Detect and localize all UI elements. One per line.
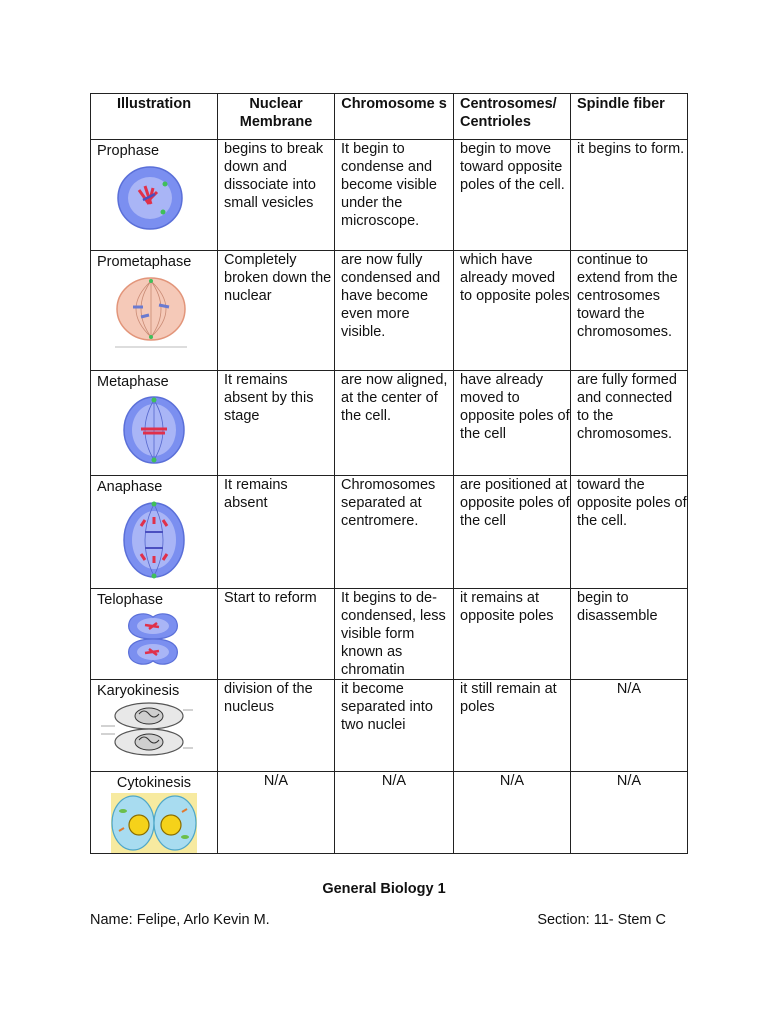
course-title: General Biology 1 [322,881,446,897]
chromosomes-cell: It begin to condense and become visible under the microscope. [335,140,454,251]
phase-label: Anaphase [97,479,163,495]
phase-label: Prometaphase [97,254,192,270]
illustration-cell [91,589,218,680]
prophase-cell-icon [115,164,185,232]
spindle-fiber-cell: it begins to form. [571,140,688,251]
phase-label: Telophase [97,592,164,608]
karyokinesis-cell-icon [99,700,195,758]
phase-label: Prophase [97,143,160,159]
prometaphase-cell-icon [111,275,191,351]
cytokinesis-cell-icon [111,793,197,853]
illustration-cell [91,140,218,251]
centrosomes-cell: which have already moved to opposite poles [454,251,571,371]
chromosomes-cell: Chromosomes separated at centromere. [335,476,454,589]
illustration-cell [91,772,218,854]
nuclear-membrane-cell: division of the nucleus [218,680,335,772]
header-row [91,94,688,140]
illustration-cell [91,371,218,476]
telophase-cell-icon [123,611,183,667]
spindle-fiber-cell: are fully formed and connected to the chromosomes. [571,371,688,476]
chromosomes-cell: are now fully condensed and have become even more visible. [335,251,454,371]
header-spindle-fiber: Spindle fiber [571,94,688,140]
centrosomes-cell: N/A [454,772,571,854]
header-illustration: Illustration [91,94,218,140]
student-name: Name: Felipe, Arlo Kevin M. [90,912,270,928]
metaphase-cell-icon [121,395,187,465]
chromosomes-cell: N/A [335,772,454,854]
phase-label: Karyokinesis [97,683,180,699]
nuclear-membrane-cell: It remains absent by this stage [218,371,335,476]
centrosomes-cell: are positioned at opposite poles of the cell [454,476,571,589]
header-nuclear-membrane: Nuclear Membrane [218,94,335,140]
table-row [91,476,688,589]
spindle-fiber-cell: N/A [571,772,688,854]
header-centrosomes: Centrosomes/ Centrioles [454,94,571,140]
mitosis-table [90,93,688,854]
centrosomes-cell: begin to move toward opposite poles of the cell. [454,140,571,251]
nuclear-membrane-cell: N/A [218,772,335,854]
nuclear-membrane-cell: Completely broken down the nuclear [218,251,335,371]
illustration-cell [91,251,218,371]
table-row [91,251,688,371]
phase-label: Metaphase [97,374,169,390]
chromosomes-cell: are now aligned, at the center of the cell. [335,371,454,476]
table-row [91,772,688,854]
centrosomes-cell: have already moved to opposite poles of the cell [454,371,571,476]
spindle-fiber-cell: begin to disassemble [571,589,688,680]
chromosomes-cell: it become separated into two nuclei [335,680,454,772]
header-chromosomes: Chromosome s [335,94,454,140]
nuclear-membrane-cell: begins to break down and dissociate into small vesicles [218,140,335,251]
chromosomes-cell: It begins to de-condensed, less visible form known as chromatin [335,589,454,680]
centrosomes-cell: it still remain at poles [454,680,571,772]
spindle-fiber-cell: continue to extend from the centrosomes toward the chromosomes. [571,251,688,371]
spindle-fiber-cell: N/A [571,680,688,772]
nuclear-membrane-cell: Start to reform [218,589,335,680]
table-row [91,680,688,772]
phase-label: Cytokinesis [116,775,192,791]
table-row [91,140,688,251]
illustration-cell [91,680,218,772]
nuclear-membrane-cell: It remains absent [218,476,335,589]
centrosomes-cell: it remains at opposite poles [454,589,571,680]
table-row [91,371,688,476]
spindle-fiber-cell: toward the opposite poles of the cell. [571,476,688,589]
student-section: Section: 11- Stem C [537,912,666,928]
table-row [91,589,688,680]
anaphase-cell-icon [121,500,187,580]
illustration-cell [91,476,218,589]
